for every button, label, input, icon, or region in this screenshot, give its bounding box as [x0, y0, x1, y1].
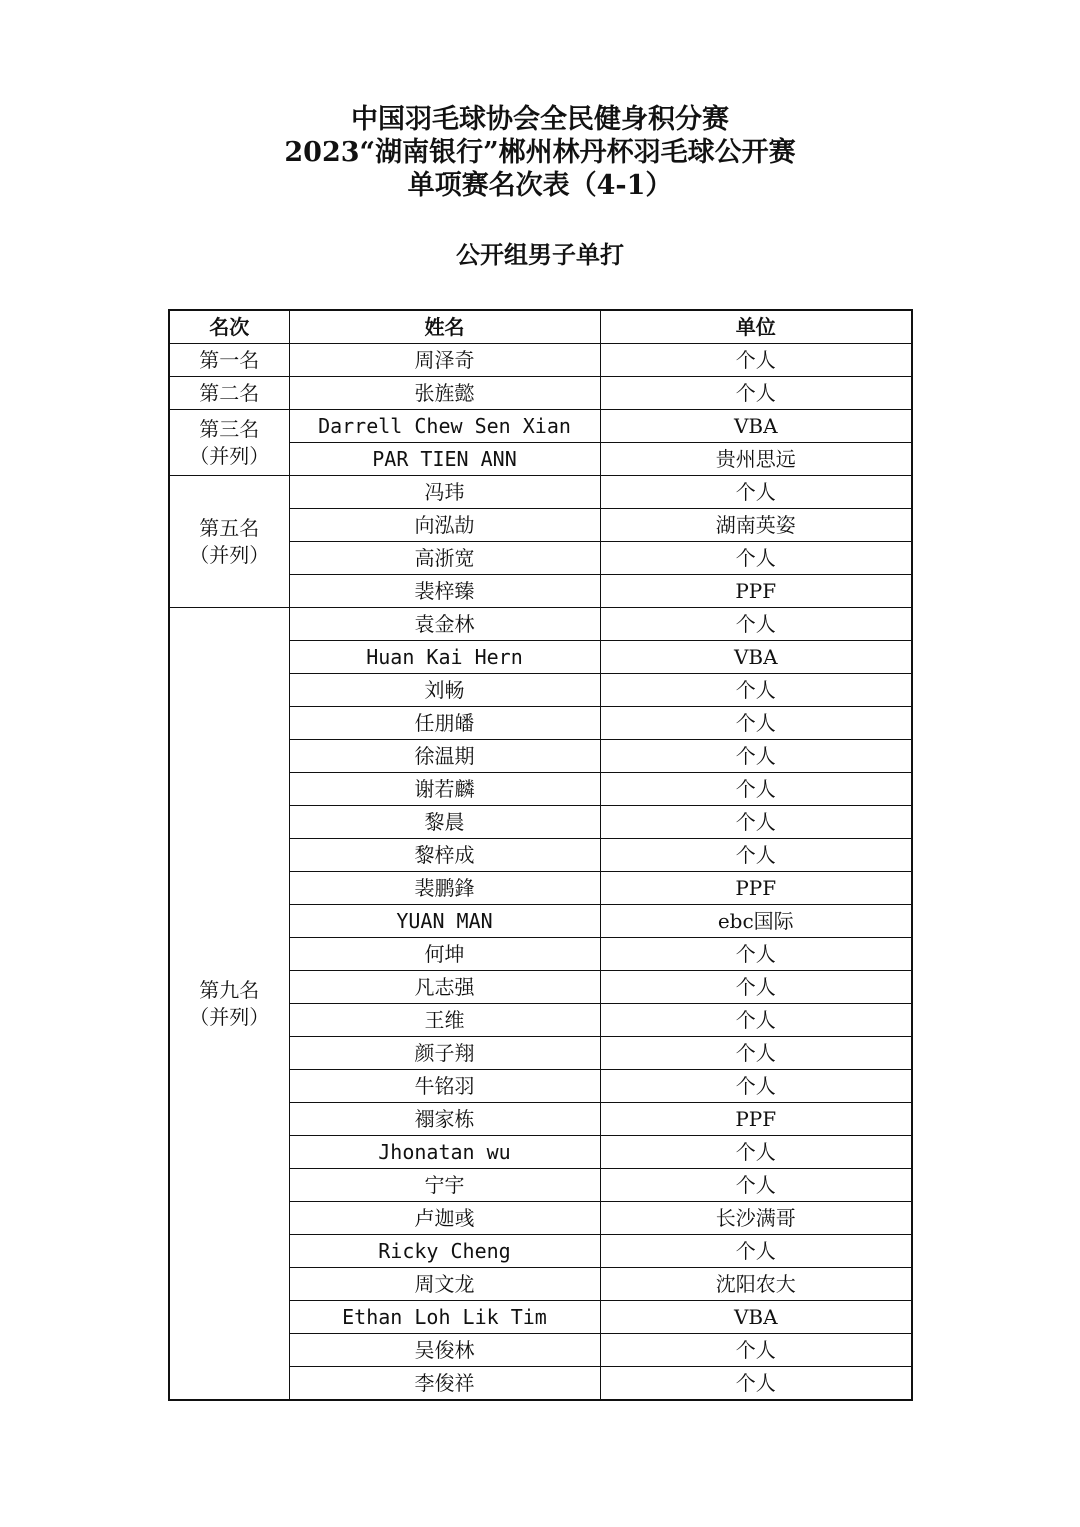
unit-cell: 个人 [600, 1004, 912, 1037]
unit-cell: 个人 [600, 344, 912, 377]
player-name-cell: Jhonatan wu [289, 1136, 600, 1169]
player-name-cell: 何坤 [289, 938, 600, 971]
column-header-name: 姓名 [289, 310, 600, 344]
player-name-cell: 吴俊林 [289, 1334, 600, 1367]
unit-cell: 个人 [600, 1136, 912, 1169]
player-name-cell: 宁宇 [289, 1169, 600, 1202]
rank-label: 第五名 [199, 515, 260, 540]
player-name-cell: Darrell Chew Sen Xian [289, 410, 600, 443]
player-name-cell: 卢迦彧 [289, 1202, 600, 1235]
document-title [0, 103, 1080, 202]
player-name-cell: 任朋皤 [289, 707, 600, 740]
rank-cell [169, 344, 289, 377]
unit-cell: 个人 [600, 971, 912, 1004]
player-name-cell: 徐温期 [289, 740, 600, 773]
event-title: 公开组男子单打 [456, 240, 624, 269]
title-line-tournament: 2023“湖南银行”郴州林丹杯羽毛球公开赛 [284, 137, 796, 168]
player-name-cell: 禤家栋 [289, 1103, 600, 1136]
tie-label: （并列） [189, 542, 270, 567]
rank-cell [169, 410, 289, 476]
player-name-cell: 谢若麟 [289, 773, 600, 806]
player-name-cell: 刘畅 [289, 674, 600, 707]
column-header-rank: 名次 [169, 310, 289, 344]
player-name-cell: 牛铭羽 [289, 1070, 600, 1103]
unit-cell: 个人 [600, 1070, 912, 1103]
rank-label: 第三名 [199, 416, 260, 441]
unit-cell: 个人 [600, 1367, 912, 1401]
player-name-cell: Ethan Loh Lik Tim [289, 1301, 600, 1334]
player-name-cell: 张旌懿 [289, 377, 600, 410]
unit-cell: 湖南英姿 [600, 509, 912, 542]
player-name-cell: PAR TIEN ANN [289, 443, 600, 476]
rank-label: 第九名 [199, 977, 260, 1002]
unit-cell: ebc国际 [600, 905, 912, 938]
unit-cell: VBA [600, 641, 912, 674]
rank-cell [169, 476, 289, 608]
player-name-cell: 裴鹏鋒 [289, 872, 600, 905]
player-name-cell: 袁金林 [289, 608, 600, 641]
unit-cell: 个人 [600, 938, 912, 971]
table-header-row [169, 310, 912, 344]
player-name-cell: 高浙宽 [289, 542, 600, 575]
unit-cell: 个人 [600, 608, 912, 641]
column-header-unit: 单位 [600, 310, 912, 344]
player-name-cell: 李俊祥 [289, 1367, 600, 1401]
rank-cell [169, 608, 289, 1401]
unit-cell: 个人 [600, 377, 912, 410]
player-name-cell: 向泓劼 [289, 509, 600, 542]
unit-cell: 个人 [600, 1334, 912, 1367]
ranking-table [168, 309, 913, 1401]
unit-cell: PPF [600, 575, 912, 608]
player-name-cell: Ricky Cheng [289, 1235, 600, 1268]
player-name-cell: 颜子翔 [289, 1037, 600, 1070]
unit-cell: PPF [600, 872, 912, 905]
table-row [169, 377, 912, 410]
unit-cell: VBA [600, 1301, 912, 1334]
player-name-cell: 裴梓臻 [289, 575, 600, 608]
player-name-cell: 冯玮 [289, 476, 600, 509]
title-line-association: 中国羽毛球协会全民健身积分赛 [351, 104, 729, 135]
unit-cell: 个人 [600, 1037, 912, 1070]
unit-cell: 贵州思远 [600, 443, 912, 476]
table-row [169, 344, 912, 377]
player-name-cell: 黎晨 [289, 806, 600, 839]
unit-cell: 个人 [600, 1169, 912, 1202]
rank-label: 第二名 [199, 380, 260, 405]
unit-cell: 个人 [600, 740, 912, 773]
unit-cell: 个人 [600, 707, 912, 740]
unit-cell: 个人 [600, 674, 912, 707]
table-row [169, 410, 912, 443]
unit-cell: 长沙满哥 [600, 1202, 912, 1235]
table-row [169, 608, 912, 641]
title-line-ranking-sheet: 单项赛名次表（4-1） [407, 170, 673, 201]
player-name-cell: YUAN MAN [289, 905, 600, 938]
unit-cell: 沈阳农大 [600, 1268, 912, 1301]
unit-cell: 个人 [600, 542, 912, 575]
rank-label: 第一名 [199, 347, 260, 372]
unit-cell: PPF [600, 1103, 912, 1136]
unit-cell: 个人 [600, 1235, 912, 1268]
unit-cell: 个人 [600, 806, 912, 839]
table-row [169, 476, 912, 509]
unit-cell: VBA [600, 410, 912, 443]
table-body [169, 344, 912, 1401]
tie-label: （并列） [189, 1004, 270, 1029]
player-name-cell: 黎梓成 [289, 839, 600, 872]
player-name-cell: 凡志强 [289, 971, 600, 1004]
player-name-cell: 周文龙 [289, 1268, 600, 1301]
unit-cell: 个人 [600, 773, 912, 806]
unit-cell: 个人 [600, 476, 912, 509]
rank-cell [169, 377, 289, 410]
unit-cell: 个人 [600, 839, 912, 872]
player-name-cell: Huan Kai Hern [289, 641, 600, 674]
tie-label: （并列） [189, 443, 270, 468]
player-name-cell: 周泽奇 [289, 344, 600, 377]
player-name-cell: 王维 [289, 1004, 600, 1037]
